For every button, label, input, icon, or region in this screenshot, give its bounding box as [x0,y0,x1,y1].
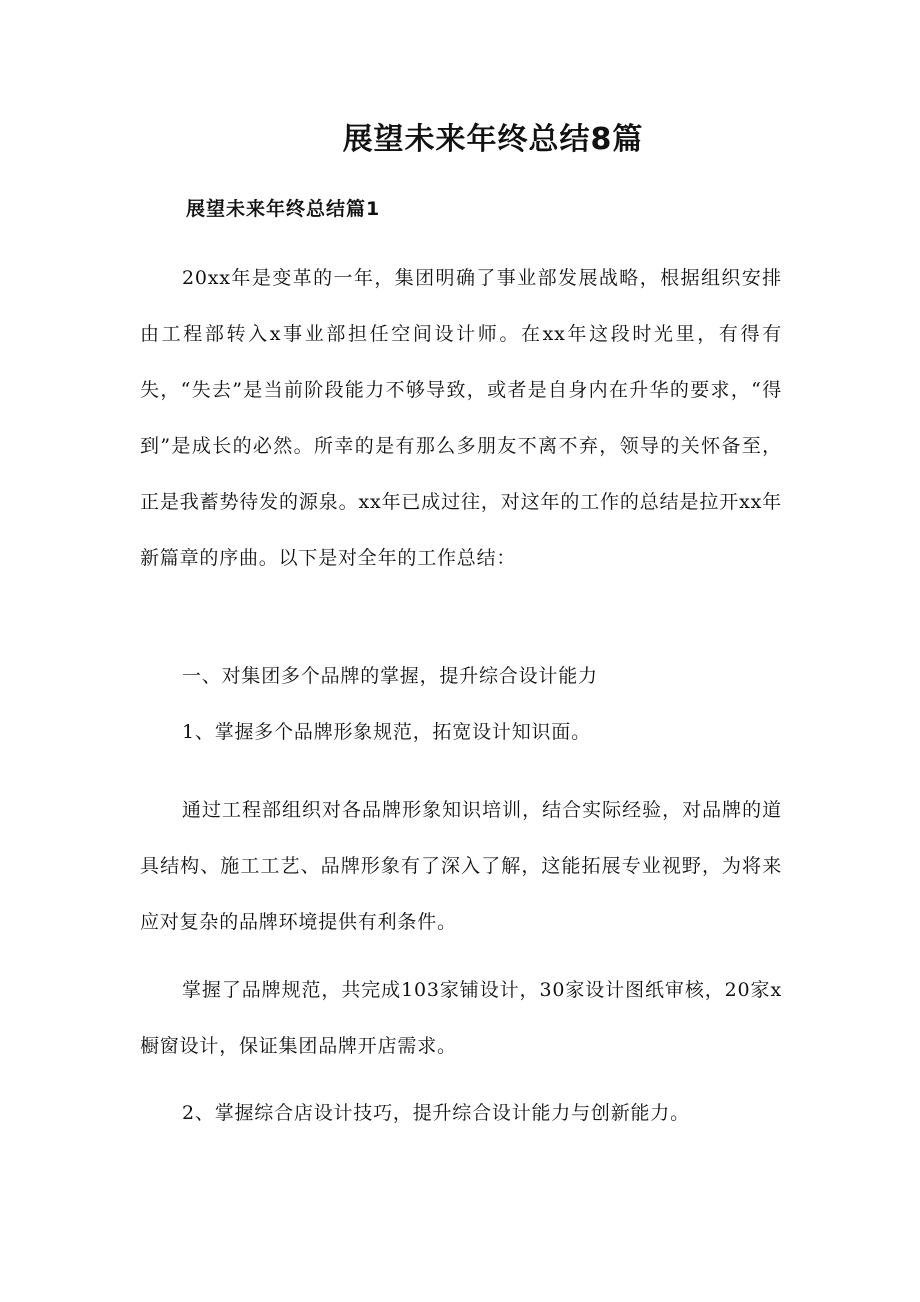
paragraph-subheading-1: 1、掌握多个品牌形象规范，拓宽设计知识面。 [182,721,591,743]
section-heading: 展望未来年终总结篇1 [186,198,381,220]
paragraph-heading-1: 一、对集团多个品牌的掌握，提升综合设计能力 [182,665,598,687]
paragraph-subheading-2: 2、掌握综合店设计技巧，提升综合设计能力与创新能力。 [182,1102,690,1124]
paragraph-intro: 20xx年是变革的一年，集团明确了事业部发展战略，根据组织安排由工程部转入x事业部担任空间设计师。在xx年这段时光里，有得有失，“失去”是当前阶段能力不够导致，或者是自身内在升华的要求，“得到”是成长的必然。所幸的是有那么多朋友不离不弃，领导的关怀备至，正是我蓄势待发的源泉。xx年已成过往，对这年的工作的总结是拉开xx年新篇章的序曲。以下是对全年的工作总结： [140,267,782,569]
paragraph-results: 掌握了品牌规范，共完成103家铺设计，30家设计图纸审核，20家x橱窗设计，保证集团品牌开店需求。 [140,979,782,1057]
document-title: 展望未来年终总结8篇 [342,122,644,157]
paragraph-training: 通过工程部组织对各品牌形象知识培训，结合实际经验，对品牌的道具结构、施工工艺、品牌形象有了深入了解，这能拓展专业视野，为将来应对复杂的品牌环境提供有利条件。 [140,799,782,933]
